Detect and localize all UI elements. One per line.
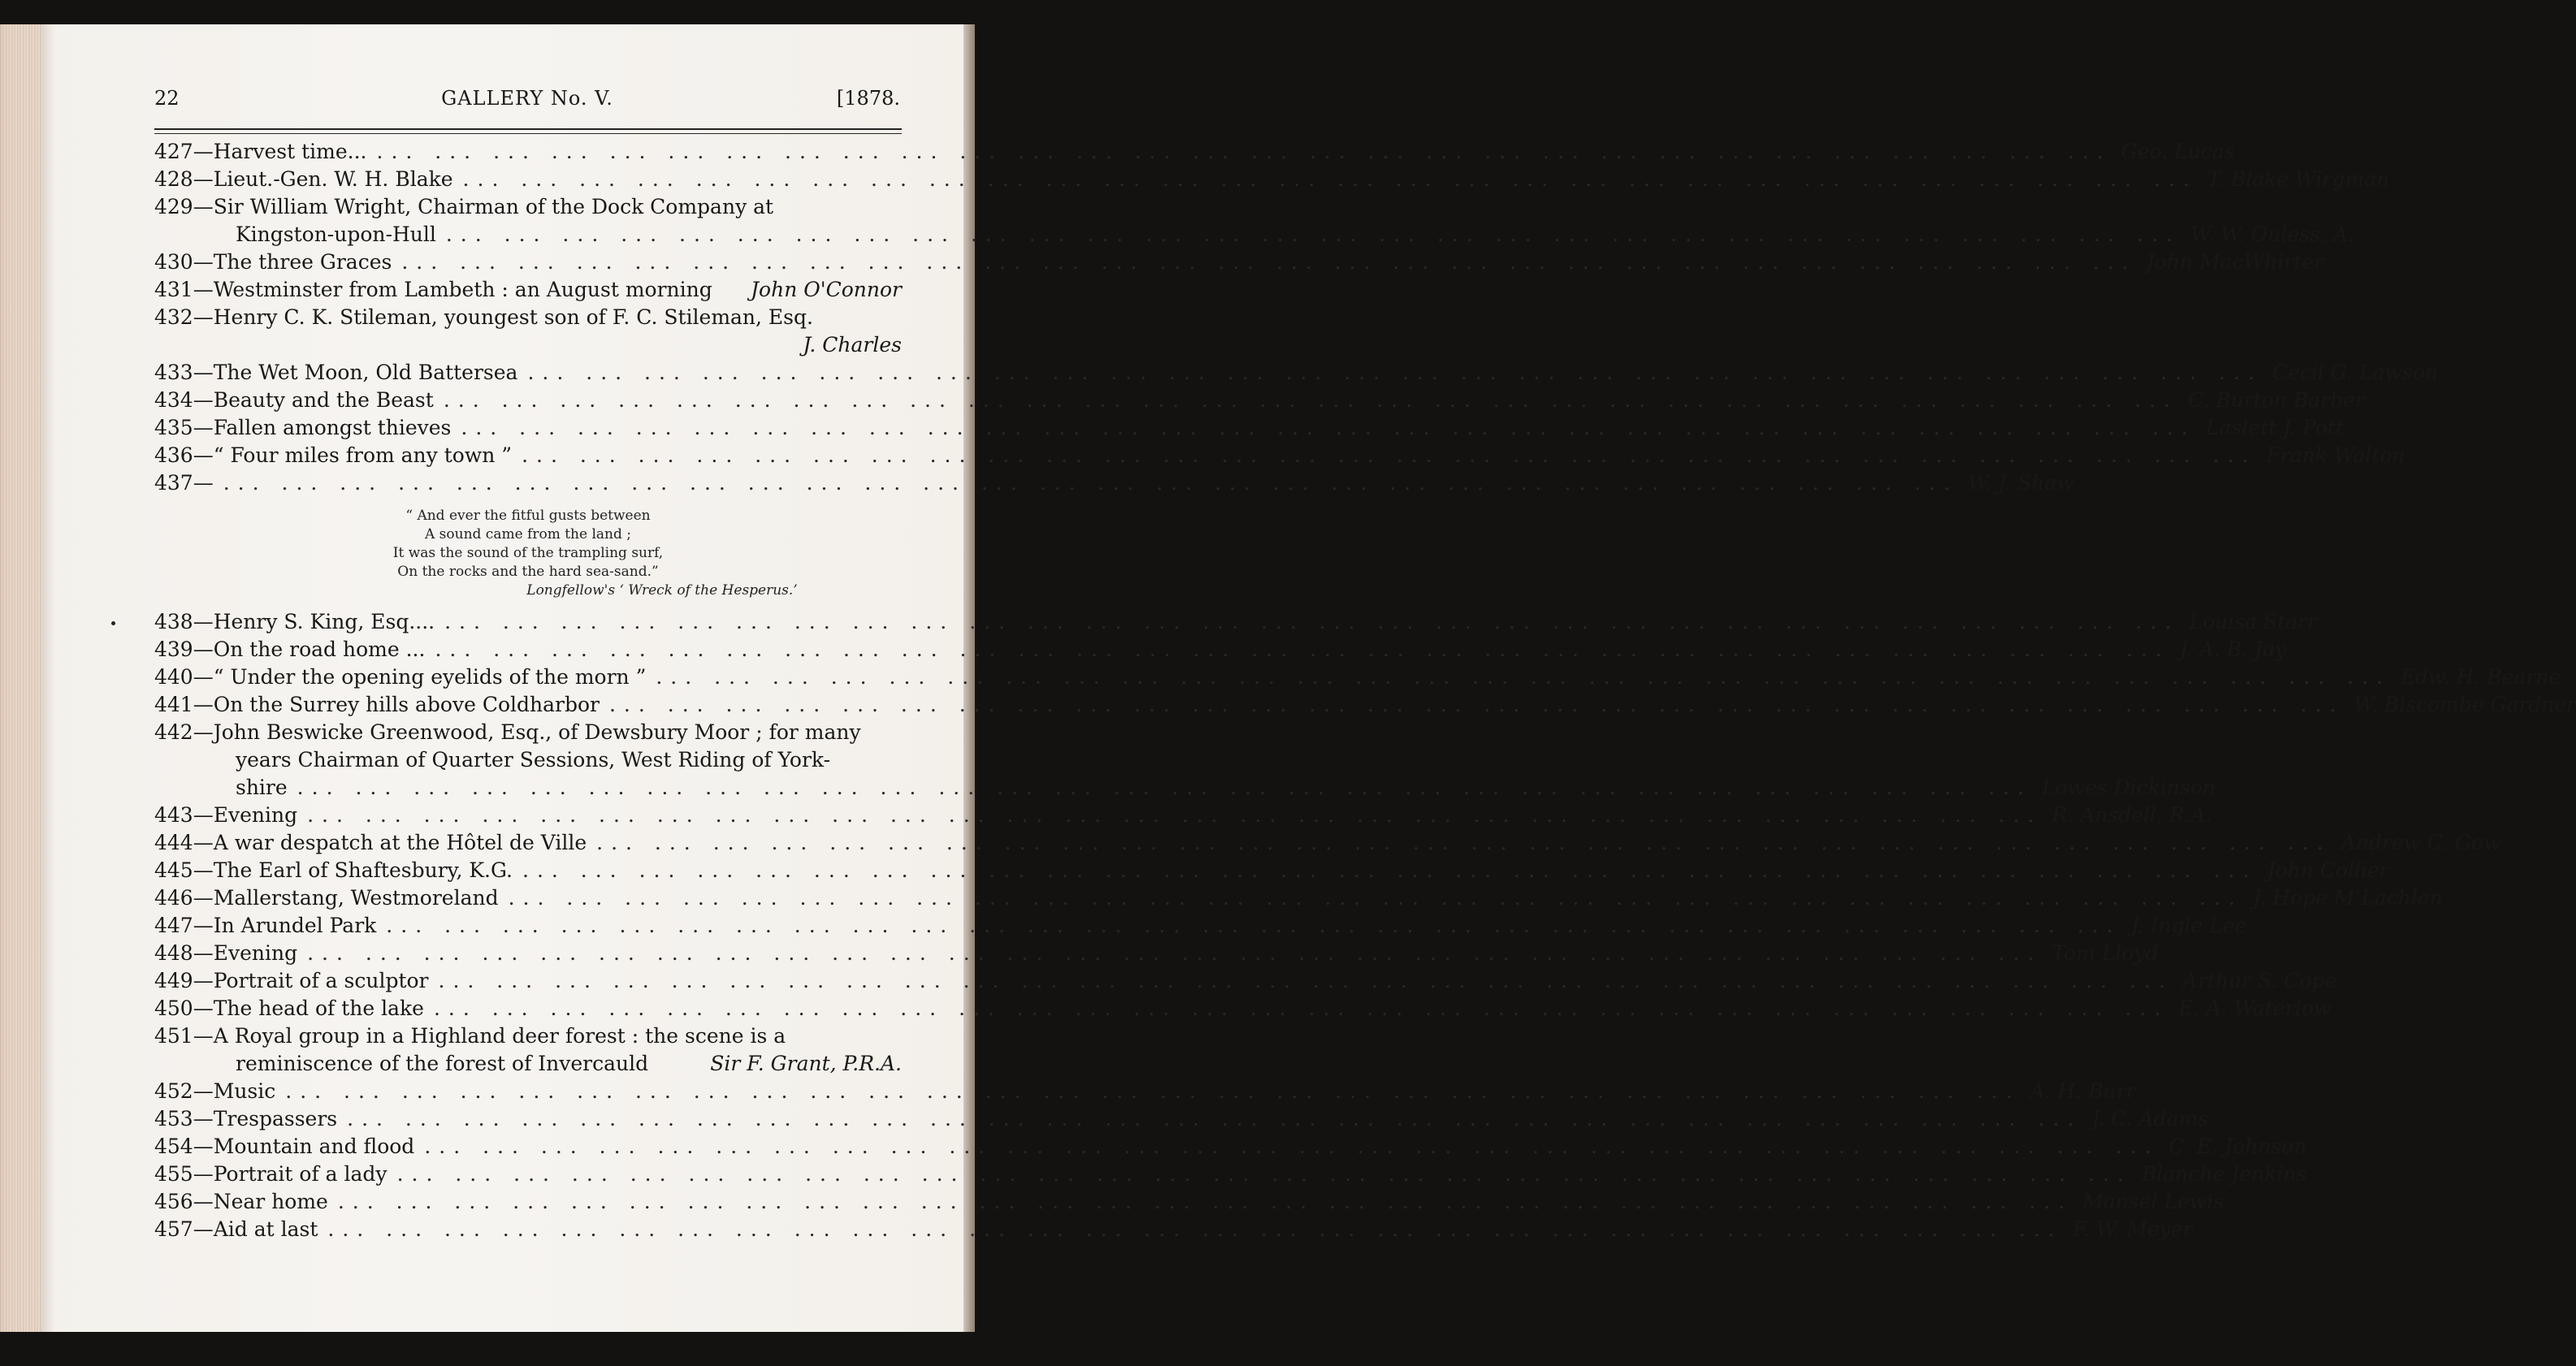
catalogue-entry — [154, 331, 902, 359]
catalogue-entry — [154, 691, 2576, 719]
catalogue-entry — [154, 166, 2390, 193]
catalogue-entry — [154, 387, 2366, 414]
entry-title: 446—Mallerstang, Westmoreland — [154, 886, 499, 910]
header-year: [1878. — [836, 87, 900, 110]
quote-line: “ And ever the fitful gusts between — [405, 508, 651, 524]
entry-artist: A. H. Burr — [2029, 1079, 2136, 1103]
header-rule-thin — [154, 133, 902, 134]
dot-leader: ... ... ... ... ... ... ... ... ... ... ... ... ... ... ... ... ... ... ... ... ... ... ... ... ... ... ... ... ... ... — [347, 1107, 2082, 1130]
entry-title: 437— — [154, 471, 214, 495]
entry-artist: J. C. Adams — [2091, 1107, 2209, 1130]
entry-title: 427—Harvest time... — [154, 140, 367, 163]
catalogue-entry — [154, 829, 2501, 857]
entry-artist: W. Biscombe Gardner — [2353, 693, 2576, 716]
catalogue-entry — [154, 664, 2561, 691]
entry-title: 442—John Beswicke Greenwood, Esq., of Dewsbury Moor ; for many — [154, 720, 861, 744]
entry-artist: W. J. Shaw — [1968, 471, 2075, 495]
entry-title: 431—Westminster from Lambeth : an August morning — [154, 278, 712, 301]
entry-title: years Chairman of Quarter Sessions, West Riding of York- — [236, 748, 831, 772]
dot-leader: ... ... ... ... ... ... ... ... ... ... ... ... ... ... ... ... ... ... ... ... ... ... ... ... ... ... ... ... ... ... — [443, 388, 2179, 412]
entry-title: 444—A war despatch at the Hôtel de Ville — [154, 831, 587, 854]
poem-quote — [154, 507, 902, 600]
entry-artist: Arthur S. Cope — [2183, 969, 2337, 992]
entry-artist: W. W. Ouless, A. — [2190, 223, 2354, 246]
entry-title: 439—On the road home ... — [154, 638, 426, 661]
entry-title: 441—On the Surrey hills above Coldharbor — [154, 693, 600, 716]
entry-title: 435—Fallen amongst thieves — [154, 416, 452, 439]
catalogue-list — [154, 138, 2576, 1243]
entry-title: 455—Portrait of a lady — [154, 1162, 387, 1186]
entry-title: 443—Evening — [154, 803, 298, 827]
gutter-shadow — [41, 24, 55, 1332]
dot-leader: ... ... ... ... ... ... ... ... ... ... ... ... ... ... ... ... ... ... ... ... ... ... ... ... ... ... ... ... ... ... — [285, 1079, 2020, 1103]
running-header — [154, 87, 900, 119]
book-gutter — [0, 24, 41, 1332]
dot-leader: ... ... ... ... ... ... ... ... ... ... ... ... ... ... ... ... ... ... ... ... ... ... ... ... ... ... ... ... ... ... — [307, 941, 2042, 965]
entry-artist: Lowes Dickinson — [2041, 776, 2216, 799]
catalogue-entry — [154, 1188, 2224, 1216]
entry-artist: R. Ansdell, R.A. — [2051, 803, 2212, 827]
entry-title: 448—Evening — [154, 941, 298, 965]
catalogue-entry — [154, 1105, 2209, 1133]
entry-artist: Geo. Lucas — [2121, 140, 2235, 163]
catalogue-entry — [154, 636, 2287, 664]
dot-leader: ... ... ... ... ... ... ... ... ... ... ... ... ... ... ... ... ... ... ... ... ... ... ... ... ... ... ... ... ... ... — [656, 665, 2392, 689]
catalogue-entry — [154, 746, 902, 774]
entry-artist: Blanche Jenkins — [2141, 1162, 2307, 1186]
quote-line: On the rocks and the hard sea-sand.” — [397, 564, 659, 580]
entry-artist: C. E. Johnson — [2168, 1135, 2307, 1158]
entry-artist: Cecil G. Lawson — [2272, 361, 2438, 384]
entry-artist: J. A. B. Jay — [2180, 638, 2287, 661]
entry-title: 452—Music — [154, 1079, 276, 1103]
dot-leader: ... ... ... ... ... ... ... ... ... ... ... ... ... ... ... ... ... ... ... ... ... ... ... ... ... ... ... ... ... ... — [307, 803, 2042, 827]
entry-title: 454—Mountain and flood — [154, 1135, 415, 1158]
catalogue-entry — [154, 249, 2324, 276]
dot-leader: ... ... ... ... ... ... ... ... ... ... ... ... ... ... ... ... ... ... ... ... ... ... ... ... ... ... ... ... ... ... — [424, 1135, 2159, 1158]
catalogue-entries-bottom — [154, 608, 2576, 1243]
entry-title: 451—A Royal group in a Highland deer forest : the scene is a — [154, 1024, 786, 1048]
entry-title: 440—“ Under the opening eyelids of the morn ” — [154, 665, 647, 689]
dot-leader: ... ... ... ... ... ... ... ... ... ... ... ... ... ... ... ... ... ... ... ... ... ... ... ... ... ... ... ... ... ... — [435, 638, 2171, 661]
entry-title: reminiscence of the forest of Invercauld — [236, 1052, 649, 1075]
catalogue-entry — [154, 608, 2318, 636]
quote-citation: Longfellow's ‘ Wreck of the Hesperus.’ — [526, 582, 798, 599]
catalogue-entry — [154, 469, 2075, 497]
catalogue-entry — [154, 304, 902, 331]
entry-artist: J. Ingle Lee — [2130, 914, 2247, 937]
dot-leader: ... ... ... ... ... ... ... ... ... ... ... ... ... ... ... ... ... ... ... ... ... ... ... ... ... ... ... ... ... ... — [461, 416, 2197, 439]
entry-title: 449—Portrait of a sculptor — [154, 969, 429, 992]
header-rule — [154, 128, 902, 130]
catalogue-entry — [154, 1161, 2307, 1188]
entry-title: 453—Trespassers — [154, 1107, 338, 1130]
dot-leader: ... ... ... ... ... ... ... ... ... ... ... ... ... ... ... ... ... ... ... ... ... ... ... ... ... ... ... ... ... ... — [462, 167, 2198, 191]
quote-line: A sound came from the land ; — [424, 526, 632, 543]
dot-leader: ... ... ... ... ... ... ... ... ... ... ... ... ... ... ... ... ... ... ... ... ... ... ... ... ... ... ... ... ... ... — [527, 361, 2263, 384]
catalogue-entry — [154, 995, 2331, 1022]
catalogue-entries-top — [154, 138, 2438, 497]
entry-artist: Mansel Lewis — [2082, 1190, 2224, 1213]
dot-leader: ... ... ... ... ... ... ... ... ... ... ... ... ... ... ... ... ... ... ... ... ... ... ... ... ... ... ... ... ... ... — [522, 443, 2257, 467]
entry-artist: C. Burton Barber — [2188, 388, 2366, 412]
entry-artist: J. Hope M‘Lachlan — [2253, 886, 2443, 910]
dot-leader: ... ... ... ... ... ... ... ... ... ... ... ... ... ... ... ... ... ... ... ... ... ... ... ... ... ... ... ... ... ... — [438, 969, 2174, 992]
dot-leader: ... ... ... ... ... ... ... ... ... ... ... ... ... ... ... ... ... ... ... ... ... ... ... ... ... ... ... ... ... ... — [396, 1162, 2132, 1186]
catalogue-entry — [154, 276, 902, 304]
catalogue-entry — [154, 1078, 2136, 1105]
catalogue-entry — [154, 359, 2438, 387]
entry-artist: T. Blake Wirgman — [2207, 167, 2390, 191]
catalogue-entry — [154, 193, 902, 221]
catalogue-entry — [154, 1022, 902, 1050]
entry-title: 436—“ Four miles from any town ” — [154, 443, 513, 467]
catalogue-entry — [154, 857, 2389, 884]
dot-leader: ... ... ... ... ... ... ... ... ... ... ... ... ... ... ... ... ... ... ... ... ... ... ... ... ... ... ... ... ... ... — [401, 250, 2137, 274]
entry-title: shire — [236, 776, 288, 799]
dot-leader: ... ... ... ... ... ... ... ... ... ... ... ... ... ... ... ... ... ... ... ... ... ... ... ... ... ... ... ... ... ... — [596, 831, 2331, 854]
entry-artist: Tom Lloyd — [2051, 941, 2158, 965]
page-title: GALLERY No. V. — [441, 87, 613, 110]
dot-leader: ... ... ... ... ... ... ... ... ... ... ... ... ... ... ... ... ... ... ... ... ... ... ... ... ... ... ... ... ... ... — [223, 471, 1959, 495]
entry-title: 428—Lieut.-Gen. W. H. Blake — [154, 167, 453, 191]
dot-leader: ... ... ... ... ... ... ... ... ... ... ... ... ... ... ... ... ... ... ... ... ... ... ... ... ... ... ... ... ... ... — [445, 223, 2181, 246]
dot-leader: ... ... ... ... ... ... ... ... ... ... ... ... ... ... ... ... ... ... ... ... ... ... ... ... ... ... ... ... ... ... — [444, 610, 2180, 633]
dot-leader: ... ... ... ... ... ... ... ... ... ... ... ... ... ... ... ... ... ... ... ... ... ... ... ... ... ... ... ... ... ... — [297, 776, 2033, 799]
entry-artist: John MacWhirter — [2146, 250, 2324, 274]
dot-leader: ... ... ... ... ... ... ... ... ... ... ... ... ... ... ... ... ... ... ... ... ... ... ... ... ... ... ... ... ... ... — [522, 858, 2258, 882]
dot-leader: ... ... ... ... ... ... ... ... ... ... ... ... ... ... ... ... ... ... ... ... ... ... ... ... ... ... ... ... ... ... — [608, 693, 2344, 716]
dot-leader: ... ... ... ... ... ... ... ... ... ... ... ... ... ... ... ... ... ... ... ... ... ... ... ... ... ... ... ... ... ... — [386, 914, 2121, 937]
entry-title: 445—The Earl of Shaftesbury, K.G. — [154, 858, 513, 882]
entry-artist: Louisa Starr — [2189, 610, 2318, 633]
entry-title: 433—The Wet Moon, Old Battersea — [154, 361, 518, 384]
entry-artist: Frank Walton — [2266, 443, 2405, 467]
quote-line: It was the sound of the trampling surf, — [392, 545, 664, 561]
entry-artist: F. W. Meyer — [2072, 1217, 2193, 1241]
entry-artist: John O'Connor — [751, 278, 902, 301]
dot-leader: ... ... ... ... ... ... ... ... ... ... ... ... ... ... ... ... ... ... ... ... ... ... ... ... ... ... ... ... ... ... — [337, 1190, 2073, 1213]
catalogue-entry — [154, 221, 2354, 249]
entry-title: 457—Aid at last — [154, 1217, 318, 1241]
catalogue-entry — [154, 442, 2405, 469]
catalogue-entry — [154, 967, 2337, 995]
entry-title: 429—Sir William Wright, Chairman of the Dock Company at — [154, 195, 774, 218]
catalogue-entry — [154, 802, 2212, 829]
dot-leader: ... ... ... ... ... ... ... ... ... ... ... ... ... ... ... ... ... ... ... ... ... ... ... ... ... ... ... ... ... ... — [433, 996, 2169, 1020]
catalogue-entry — [154, 719, 902, 746]
entry-title: 450—The head of the lake — [154, 996, 424, 1020]
page-number: 22 — [154, 87, 180, 110]
entry-artist: J. Charles — [803, 333, 902, 357]
entry-title: 434—Beauty and the Beast — [154, 388, 434, 412]
dot-leader: ... ... ... ... ... ... ... ... ... ... ... ... ... ... ... ... ... ... ... ... ... ... ... ... ... ... ... ... ... ... — [508, 886, 2244, 910]
entry-artist: Sir F. Grant, P.R.A. — [710, 1052, 902, 1075]
entry-artist: E. A. Waterlow — [2178, 996, 2331, 1020]
catalogue-entry — [154, 1133, 2307, 1161]
catalogue-entry — [154, 912, 2247, 940]
catalogue-entry — [154, 138, 2235, 166]
catalogue-entry — [154, 940, 2158, 967]
catalogue-entry — [154, 1050, 902, 1078]
entry-title: 438—Henry S. King, Esq.... — [154, 610, 435, 633]
entry-artist: John Collier — [2266, 858, 2389, 882]
entry-title: 447—In Arundel Park — [154, 914, 377, 937]
dot-leader: ... ... ... ... ... ... ... ... ... ... ... ... ... ... ... ... ... ... ... ... ... ... ... ... ... ... ... ... ... ... — [376, 140, 2112, 163]
dot-leader: ... ... ... ... ... ... ... ... ... ... ... ... ... ... ... ... ... ... ... ... ... ... ... ... ... ... ... ... ... ... — [327, 1217, 2063, 1241]
entry-artist: Laslett J. Pott — [2206, 416, 2344, 439]
entry-title: Kingston-upon-Hull — [236, 223, 436, 246]
entry-title: 456—Near home — [154, 1190, 328, 1213]
catalogue-entry — [154, 1216, 2193, 1243]
entry-title: 430—The three Graces — [154, 250, 392, 274]
ink-speck — [111, 621, 115, 625]
entry-artist: Edw. H. Bearne — [2401, 665, 2561, 689]
entry-artist: Andrew C. Gow — [2340, 831, 2501, 854]
entry-title: 432—Henry C. K. Stileman, youngest son of F. C. Stileman, Esq. — [154, 305, 813, 329]
catalogue-entry — [154, 884, 2443, 912]
catalogue-entry — [154, 414, 2344, 442]
catalogue-entry — [154, 774, 2216, 802]
